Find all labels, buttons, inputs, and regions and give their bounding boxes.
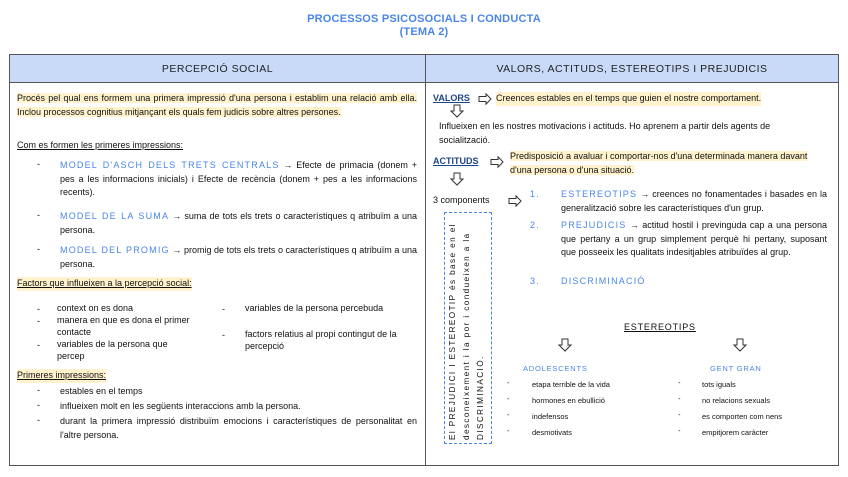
right-column-header: VALORS, ACTITUDS, ESTEREOTIPS I PREJUDICIS [426,55,838,83]
valors-extra: Influeixen en les nostres motivacions i actituds. Ho aprenem a partir dels agents de socialització. [439,121,771,145]
model-name: MODEL DEL PROMIG [60,245,170,255]
component-name: DISCRIMINACIÓ [561,276,646,286]
adolescent-item: hormones en ebullició [532,396,605,405]
component-number: 1. [530,189,540,199]
component-discriminacio [561,275,646,289]
bullet: - [37,304,40,314]
gent-gran-label: GENT GRAN [710,364,762,373]
factors-heading: Factors que influeixen a la percepció social: [17,277,192,291]
arrow-down-icon [450,104,464,118]
bullet: - [37,400,40,410]
model-promig [60,244,417,271]
vertical-note-line: DISCRIMINACIÓ. [476,355,485,440]
model-suma [60,210,417,237]
left-column-header: PERCEPCIÓ SOCIAL [10,55,425,83]
bullet: - [507,378,510,387]
gent-gran-item: tots iguals [702,380,736,389]
column-divider [425,54,426,466]
components-label: 3 components [433,195,490,205]
component-number: 2. [530,220,540,230]
bullet: - [507,426,510,435]
stereotypes-heading: ESTEREOTIPS [624,322,696,332]
bullet: - [222,330,225,340]
adolescents-label: ADOLESCENTS [523,364,588,373]
page-title: PROCESSOS PSICOSOCIALS I CONDUCTA [307,13,541,25]
factor-item: factors relatius al propi contingut de la percepció [245,329,397,351]
bullet: - [37,244,40,254]
model-asch [60,159,417,200]
gent-gran-item: no relacions sexuals [702,396,770,405]
arrow-down-icon [558,338,572,352]
gent-gran-item: es comporten com nens [702,412,783,421]
arrow-right-icon [490,156,504,168]
first-item: durant la primera impressió distribuïm emocions i característiques de personalitat en l'altre persona. [60,416,417,440]
actituds-text: Predisposició a avaluar i comportar-nos d'una determinada manera davant d'una persona o d'una situació. [510,151,808,175]
component-name: ESTEREOTIPS [561,189,638,199]
factor-item: variables de la persona que percep [57,339,168,361]
bullet: - [507,394,510,403]
arrow-down-icon [450,172,464,186]
first-item: influeixen molt en les següents interaccions amb la persona. [60,401,301,411]
vertical-note-line: El PREJUDICI I ESTEREOTIP és base en el [448,223,457,440]
definition-paragraph [17,92,417,119]
model-desc: → promig de tots els trets o característiques q atribuïm a una persona. [60,245,417,269]
actituds-definition [510,150,810,177]
component-name: PREJUDICIS [561,220,627,230]
model-name: MODEL D'ASCH DELS TRETS CENTRALS [60,160,280,170]
arrow-right-icon [508,195,522,207]
bullet: - [678,378,681,387]
bullet: - [37,210,40,220]
bullet: - [37,340,40,350]
bullet: - [37,159,40,169]
factor-item: variables de la persona percebuda [245,303,384,313]
adolescent-item: indefensos [532,412,569,421]
bullet: - [678,394,681,403]
component-prejudicis [561,219,827,260]
actituds-label: ACTITUDS [433,156,479,166]
component-number: 3. [530,276,540,286]
first-item: estables en el temps [60,386,143,396]
bullet: - [37,415,40,425]
vertical-note-line: desconeixement i la por i condueixen a la [462,232,471,440]
component-desc: → creences no fonamentades i basades en la generalització sobre les característiques d'un grup. [561,189,827,213]
bullet: - [507,410,510,419]
bullet: - [37,385,40,395]
arrow-right-icon [478,93,492,105]
vertical-note [444,212,492,444]
factor-item: context on es dona [57,303,134,313]
model-name: MODEL DE LA SUMA [60,211,170,221]
page-subtitle: (TEMA 2) [399,26,449,38]
adolescent-item: desmotivats [532,428,573,437]
valors-definition: Creences estables en el temps que guien el nostre comportament. [496,92,761,106]
bullet: - [37,316,40,326]
gent-gran-item: empitjorem caràcter [702,428,769,437]
bullet: - [678,410,681,419]
bullet: - [222,304,225,314]
valors-label: VALORS [433,93,470,103]
model-desc: → Efecte de primacia (donem + pes a les informacions inicials) i Efecte de recència (donem + pes a les informacions recents). [60,160,418,197]
component-estereotips [561,188,827,215]
factor-item: manera en que es dona el primer contacte [57,315,190,337]
model-desc: → suma de tots els trets o característiques q atribuïm a una persona. [60,211,418,235]
definition-text: Procés pel qual ens formem una primera impressió d'una persona i establim una relació amb ella. Inclou processos cognitius mitjançant els quals fem judicis sobre altres persones. [17,93,417,117]
adolescent-item: etapa terrible de la vida [532,380,610,389]
bullet: - [678,426,681,435]
component-desc: → actitud hostil i previnguda cap a una persona que pertany a un grup simplement perquè hi pertany, suposant que posseeix les qualitats indesitjables atribuïdes al grup. [561,220,827,257]
impressions-heading: Com es formen les primeres impressions: [17,140,184,150]
first-impressions-heading: Primeres impressions: [17,369,106,383]
arrow-down-icon [733,338,747,352]
